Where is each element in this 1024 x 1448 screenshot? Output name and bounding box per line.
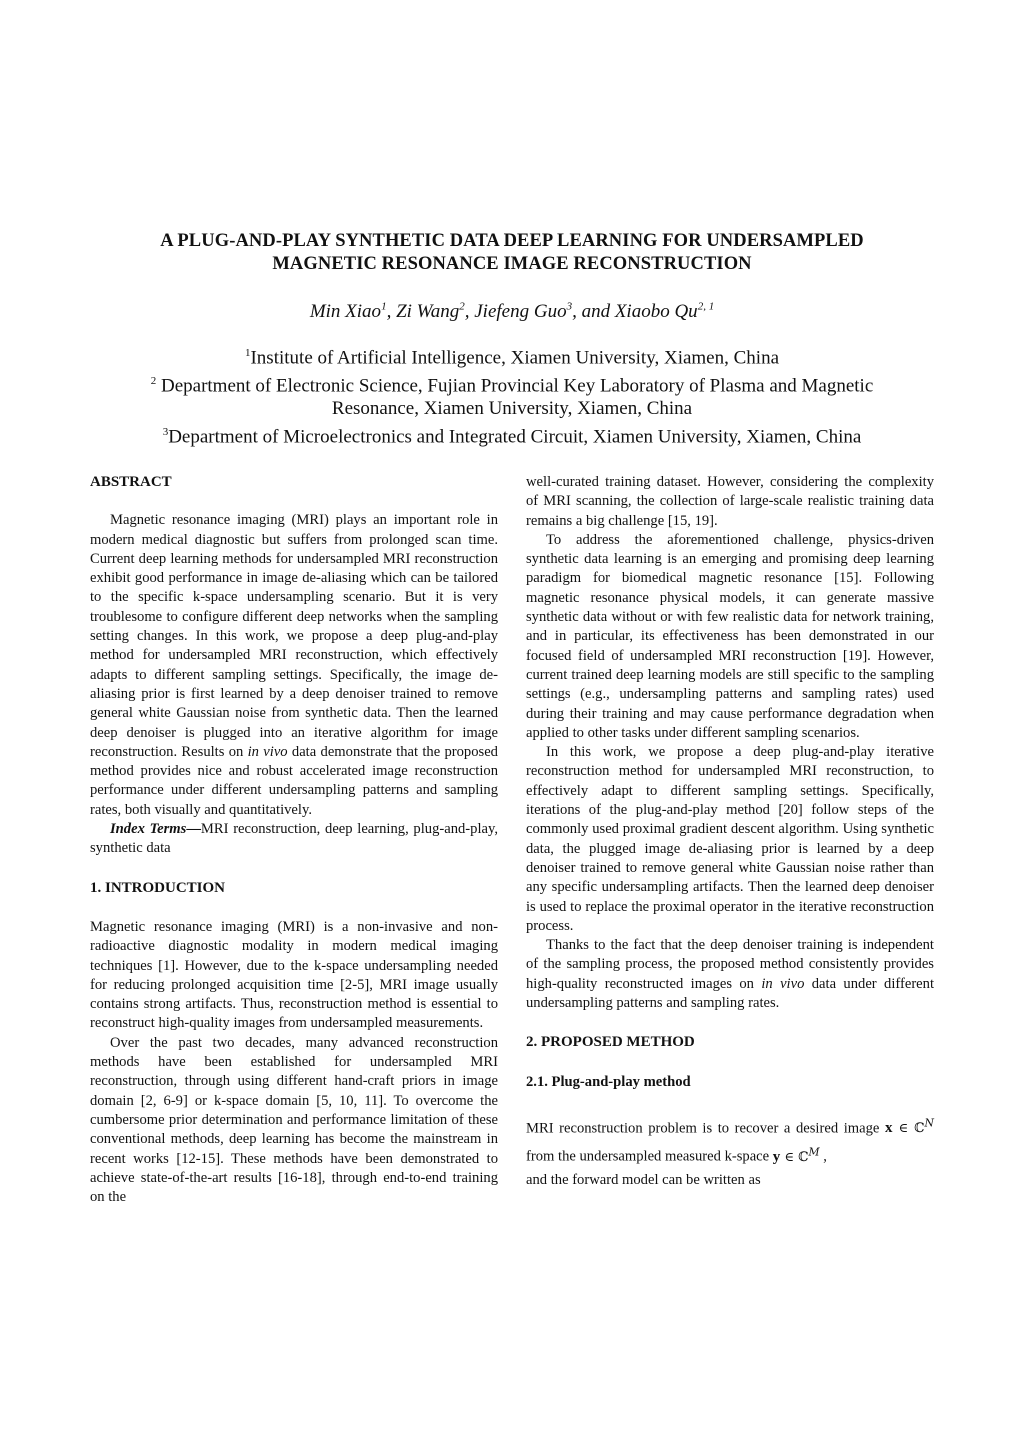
intro-paragraph-5: In this work, we propose a deep plug-and-play iterative reconstruction method for undersampled MRI reconstruction, to effectively adapt to different sampling settings. Specifically, iterations of the plug-and-play method [20] follow steps of the commonly used proximal gradient descent algorithm. Using synthetic data, the plugged image de-aliasing prior is learned by a deep denoiser trained to remove general white Gaussian noise rather than any specific undersampling artifacts. Then the learned deep denoiser is used to replace the proximal operator in the iterative reconstruction process.	[526, 744, 934, 934]
proposed-method-heading: 2. PROPOSED METHOD	[526, 1034, 695, 1051]
affiliation-3: $^3$Department of Microelectronics and Integrated Circuit, Xiamen University, Xiamen, China	[162, 425, 862, 448]
intro-paragraph-6: Thanks to the fact that the deep denoiser training is independent of the sampling process, the proposed method consistently provides high-quality reconstructed images on in vivo data under different undersampling patterns and sampling rates.	[526, 937, 935, 1012]
intro-paragraph-1: Magnetic resonance imaging (MRI) is a non-invasive and non-radioactive diagnostic modality in modern medical imaging techniques [1]. However, due to the k-space undersampling needed for reducing prolonged acquisition time [2-5], MRI image usually contains strong artifacts. Thus, reconstruction method is essential to reconstruct high-quality images from undersampled measurements.	[90, 918, 498, 1032]
affiliation-2: $^2$ Department of Electronic Science, Fujian Provincial Key Laboratory of Plasma and Magnetic Resonance, Xiamen University, Xiamen, China	[150, 374, 874, 420]
x-in-complex-n: x ∈ ℂ$^N$	[884, 1116, 934, 1137]
intro-paragraph-2: Over the past two decades, many advanced reconstruction methods have been established for undersampled MRI reconstruction, through using different hand-craft priors in image domain [2, 6-9] or k-space domain [5, 10, 11]. To overcome the cumbersome prior determination and performance limitation of these conventional methods, deep learning has become the mainstream in recent works [12-15]. These methods have been demonstrated to achieve state-of-the-art results [16-18], through end-to-end training on the	[90, 1034, 498, 1206]
right-column	[526, 473, 934, 1192]
author-2: Zi Wang$^2$,	[396, 301, 475, 323]
author-1: Min Xiao$^1$,	[309, 301, 397, 323]
author-4: Xiaobo Qu$^{2, 1}$	[614, 301, 715, 323]
abstract-body: Magnetic resonance imaging (MRI) plays an important role in modern medical diagnostic but suffers from prolonged scan time. Current deep learning methods for undersampled MRI reconstruction exhibit good performance in image de-aliasing which can be tailored to the specific k-space undersampling scenario. But it is very troublesome to configure different deep networks when the sampling setting changes. In this work, we propose a deep plug-and-play method for undersampled MRI reconstruction, which effectively adapts to different sampling settings. Specifically, the image de-aliasing prior is first learned by a deep denoiser trained to remove general white Gaussian noise from synthetic data. Then the learned deep denoiser is plugged into an iterative algorithm for image reconstruction. Results on in vivo data demonstrate that the proposed method provides nice and robust accelerated image reconstruction performance under different undersampling patterns and sampling rates, both visually and quantitatively.	[90, 512, 498, 818]
intro-paragraph-3: well-curated training dataset. However, considering the complexity of MRI scanning, the collection of large-scale realistic training data remains a big challenge [15, 19].	[526, 474, 934, 529]
abstract-heading: ABSTRACT	[90, 474, 172, 490]
affiliation-list	[60, 342, 964, 449]
intro-paragraph-4: To address the aforementioned challenge, physics-driven synthetic data learning is an emerging and promising deep learning paradigm for biomedical magnetic resonance [15]. Following magnetic resonance physical models, it can generate massive synthetic data without or with few realistic data for network training, and in particular, its effectiveness has been demonstrated in our focused field of undersampled MRI reconstruction [19]. However, current trained deep learning models are still specific to the sampling settings (e.g., undersampling patterns and sampling rates) used during their training and may cause performance degradation when applied to other tasks under different sampling scenarios.	[526, 531, 934, 741]
title-line-1: A PLUG-AND-PLAY SYNTHETIC DATA DEEP LEARNING FOR UNDERSAMPLED	[160, 231, 864, 251]
y-in-complex-m: y ∈ ℂ$^M$	[772, 1145, 820, 1165]
author-list	[80, 295, 944, 324]
left-column	[90, 473, 498, 1207]
method-paragraph-1: MRI reconstruction problem is to recover a desired image x ∈ ℂ$^N$ from the undersampled measured k-space y ∈ ℂ$^M$ , and the forward model can be written as	[526, 1116, 934, 1188]
subsection-heading: 2.1. Plug-and-play method	[526, 1073, 691, 1090]
author-3: Jiefeng Guo$^3$, and	[474, 301, 615, 323]
title-line-2: MAGNETIC RESONANCE IMAGE RECONSTRUCTION	[272, 254, 752, 274]
affiliation-1: $^1$Institute of Artificial Intelligence, Xiamen University, Xiamen, China	[244, 347, 779, 369]
paper-title	[80, 230, 944, 276]
index-terms: Index Terms—MRI reconstruction, deep learning, plug-and-play, synthetic data	[90, 821, 498, 857]
introduction-heading: 1. INTRODUCTION	[90, 879, 226, 896]
